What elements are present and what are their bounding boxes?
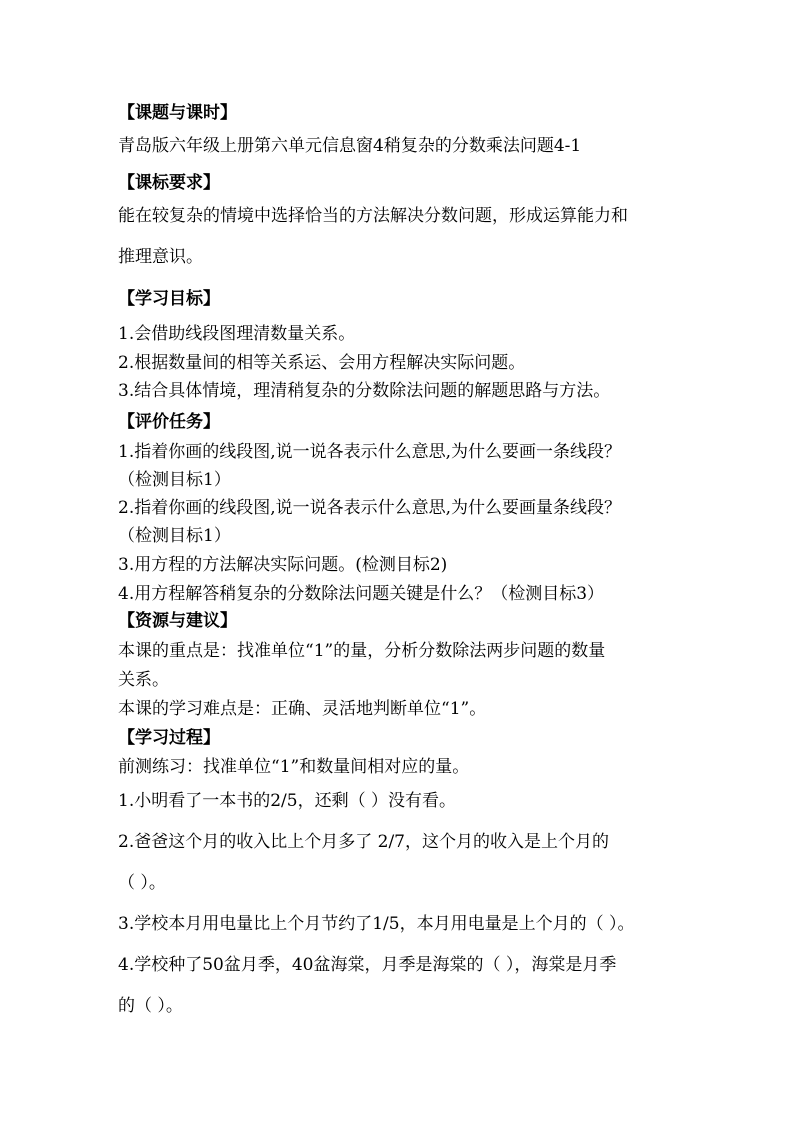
section-heading-evaluation: 【评价任务】 (118, 412, 220, 432)
evaluation-item: （检测目标1） (118, 470, 231, 490)
objective-item: 3.结合具体情境，理清稍复杂的分数除法问题的解题思路与方法。 (118, 381, 611, 401)
resources-line: 关系。 (118, 670, 169, 690)
process-item: 4.学校种了50盆月季，40盆海棠，月季是海棠的（ ），海棠是月季 (118, 955, 617, 975)
resources-line: 本课的重点是：找准单位“1”的量，分析分数除法两步问题的数量 (118, 641, 606, 661)
section-heading-resources: 【资源与建议】 (118, 611, 237, 631)
objective-item: 1.会借助线段图理清数量关系。 (118, 324, 356, 344)
evaluation-item: （检测目标1） (118, 526, 231, 546)
objective-item: 2.根据数量间的相等关系运、会用方程解决实际问题。 (118, 353, 526, 373)
topic-line: 青岛版六年级上册第六单元信息窗4稍复杂的分数乘法问题4-1 (118, 136, 582, 156)
process-item: 1.小明看了一本书的2/5，还剩（ ）没有看。 (118, 791, 456, 811)
resources-line: 本课的学习难点是：正确、灵活地判断单位“1”。 (118, 699, 487, 719)
evaluation-item: 2.指着你画的线段图,说一说各表示什么意思,为什么要画量条线段？ (118, 498, 622, 518)
evaluation-item: 1.指着你画的线段图,说一说各表示什么意思,为什么要画一条线段？ (118, 442, 622, 462)
process-item: 2.爸爸这个月的收入比上个月多了 2/7，这个月的收入是上个月的 (118, 832, 609, 852)
section-heading-standard: 【课标要求】 (118, 173, 220, 193)
section-heading-objectives: 【学习目标】 (118, 289, 220, 309)
process-item: 3.学校本月用电量比上个月节约了1/5，本月用电量是上个月的（ ）。 (118, 914, 635, 934)
section-heading-topic: 【课题与课时】 (118, 103, 237, 123)
section-heading-process: 【学习过程】 (118, 728, 220, 748)
process-line: 前测练习：找准单位“1”和数量间相对应的量。 (118, 757, 470, 777)
standard-line: 推理意识。 (118, 247, 203, 267)
process-item: （ ）。 (118, 873, 166, 893)
standard-line: 能在较复杂的情境中选择恰当的方法解决分数问题，形成运算能力和 (118, 206, 628, 226)
evaluation-item: 4.用方程解答稍复杂的分数除法问题关键是什么？（检测目标3） (118, 584, 605, 604)
evaluation-item: 3.用方程的方法解决实际问题。(检测目标2) (118, 555, 448, 575)
process-item: 的（ ）。 (118, 996, 183, 1016)
